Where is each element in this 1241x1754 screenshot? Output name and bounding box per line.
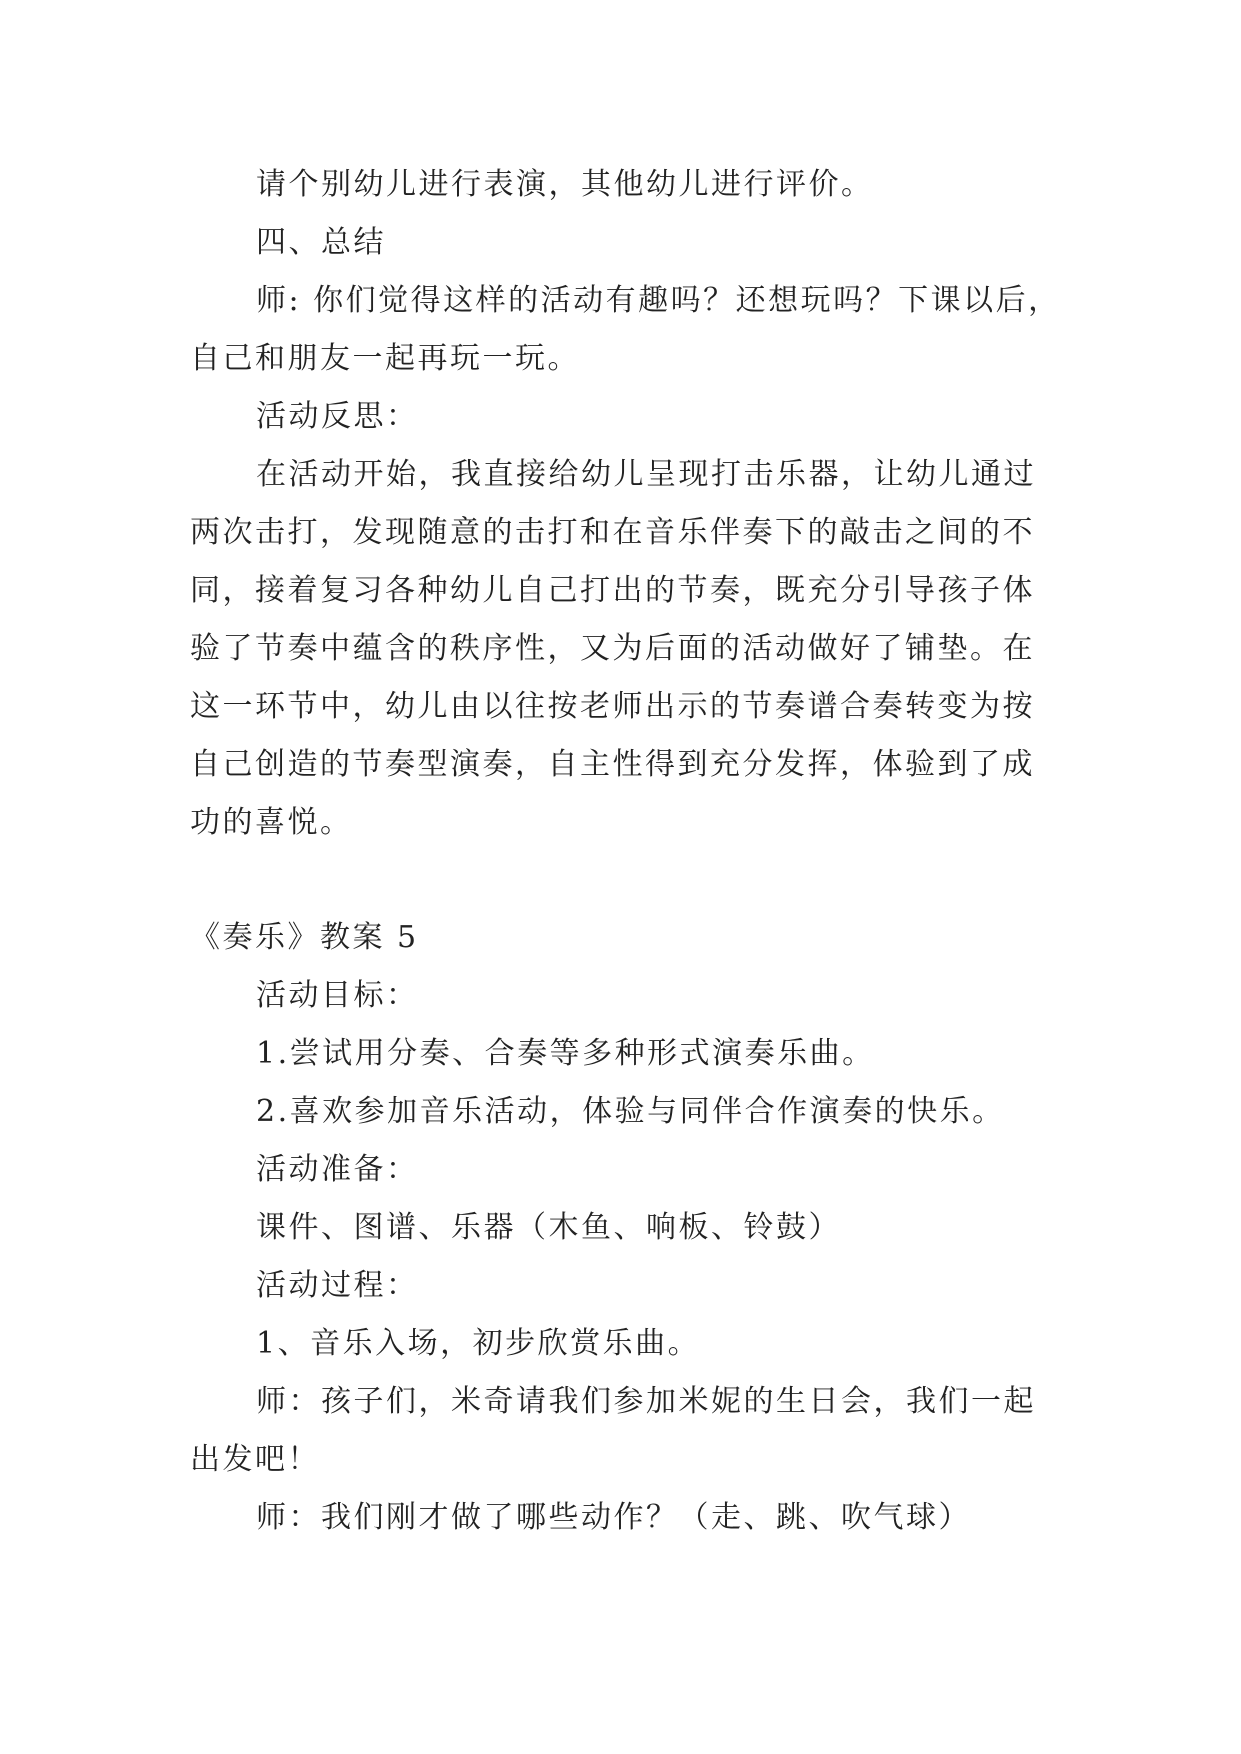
section-heading: 活动反思： bbox=[256, 399, 419, 434]
paragraph-line: 在活动开始，我直接给幼儿呈现打击乐器，让幼儿通过 bbox=[256, 457, 1036, 492]
section-heading: 活动准备： bbox=[256, 1152, 419, 1187]
paragraph-line: 请个别幼儿进行表演，其他幼儿进行评价。 bbox=[256, 167, 874, 202]
paragraph-line: 同，接着复习各种幼儿自己打出的节奏，既充分引导孩子体 bbox=[190, 573, 1035, 608]
paragraph-line: 验了节奏中蕴含的秩序性，又为后面的活动做好了铺垫。在 bbox=[190, 631, 1035, 666]
paragraph-line: 师: 你们觉得这样的活动有趣吗？还想玩吗？下课以后， bbox=[256, 283, 1061, 318]
list-item: 1、音乐入场，初步欣赏乐曲。 bbox=[256, 1326, 701, 1361]
paragraph-line: 出发吧！ bbox=[190, 1442, 320, 1477]
paragraph-line: 功的喜悦。 bbox=[190, 805, 353, 840]
list-item: 2.喜欢参加音乐活动，体验与同伴合作演奏的快乐。 bbox=[256, 1094, 1005, 1129]
section-heading: 活动目标： bbox=[256, 978, 419, 1013]
document-title: 《奏乐》教案 5 bbox=[190, 920, 419, 955]
paragraph-line: 这一环节中，幼儿由以往按老师出示的节奏谱合奏转变为按 bbox=[190, 689, 1035, 724]
paragraph-line: 师：孩子们，米奇请我们参加米妮的生日会，我们一起 bbox=[256, 1384, 1036, 1419]
paragraph-line: 课件、图谱、乐器（木鱼、响板、铃鼓） bbox=[256, 1210, 841, 1245]
section-heading: 活动过程： bbox=[256, 1268, 419, 1303]
paragraph-line: 自己创造的节奏型演奏，自主性得到充分发挥，体验到了成 bbox=[190, 747, 1035, 782]
list-item: 1.尝试用分奏、合奏等多种形式演奏乐曲。 bbox=[256, 1036, 875, 1071]
paragraph-line: 两次击打，发现随意的击打和在音乐伴奏下的敲击之间的不 bbox=[190, 515, 1035, 550]
section-heading: 四、总结 bbox=[256, 225, 386, 260]
paragraph-line: 师：我们刚才做了哪些动作？（走、跳、吹气球） bbox=[256, 1500, 971, 1535]
paragraph-line: 自己和朋友一起再玩一玩。 bbox=[190, 341, 580, 376]
